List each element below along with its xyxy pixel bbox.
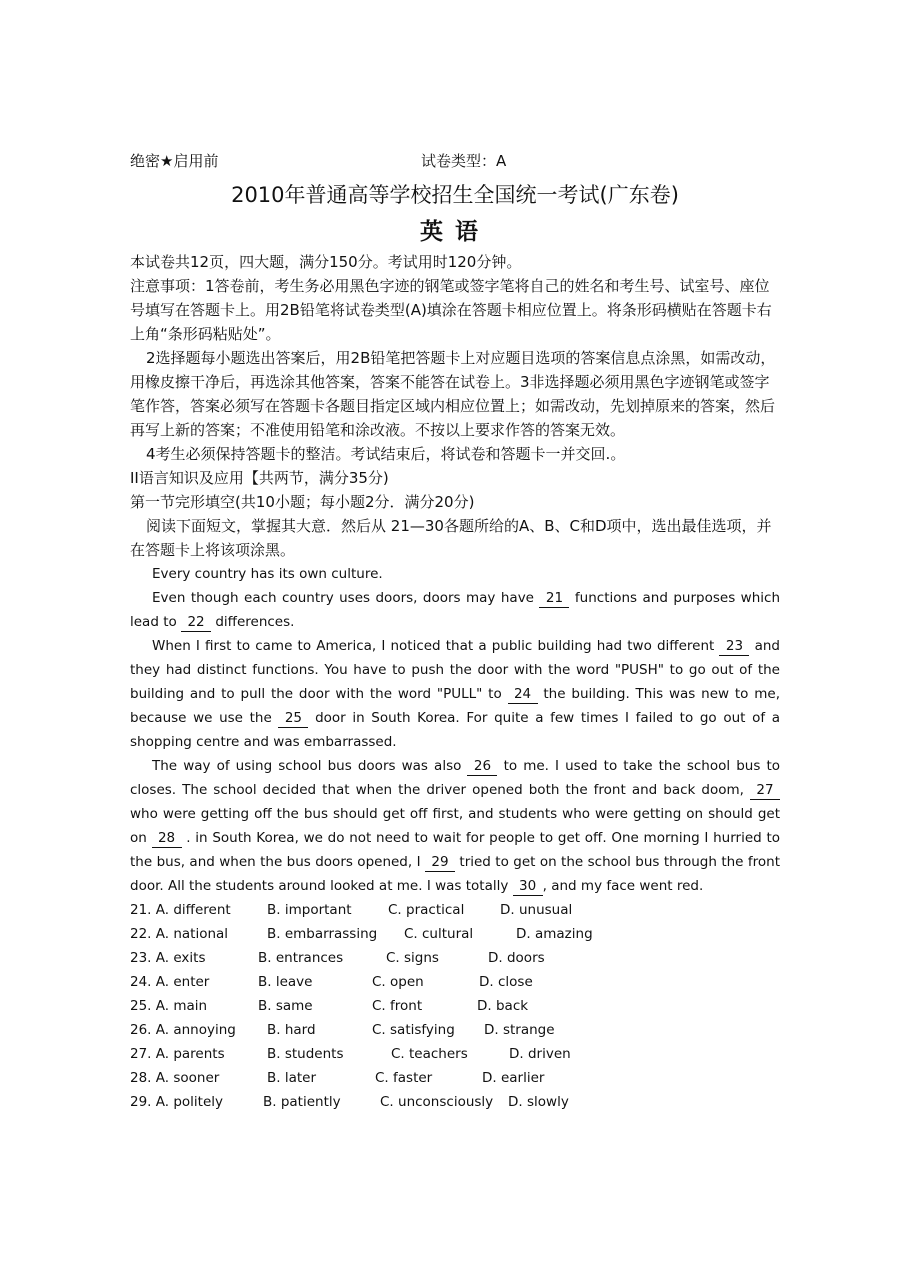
option-d: D. close	[479, 974, 533, 990]
option-a: 22. A. national	[130, 926, 229, 942]
blank-22: 22	[181, 614, 211, 632]
blank-27: 27	[750, 782, 780, 800]
blank-23: 23	[719, 638, 749, 656]
instructions-note: 注意事项：1答卷前，考生务必用黑色字迹的钢笔或签字笔将自己的姓名和考生号、试室号、座位号填写在答题卡上。用2B铅笔将试卷类型(A)填涂在答题卡相应位置上。将条形码横贴在答题卡右上角“条形码粘贴处”。	[130, 277, 772, 343]
option-b: B. students	[267, 1046, 344, 1062]
option-c: C. front	[372, 998, 423, 1014]
option-c: C. unconsciously	[380, 1094, 494, 1110]
option-c: C. teachers	[391, 1046, 468, 1062]
page-header	[130, 150, 780, 174]
passage-paragraph: Even though each country uses doors, doors may have 21 functions and purposes which lead to 22 differences.	[130, 590, 781, 630]
option-b: B. important	[267, 902, 352, 918]
option-d: D. driven	[509, 1046, 571, 1062]
option-d: D. back	[477, 998, 529, 1014]
passage-paragraph: Every country has its own culture.	[152, 566, 383, 582]
option-b: B. hard	[267, 1022, 316, 1038]
option-a: 26. A. annoying	[130, 1022, 236, 1038]
option-d: D. doors	[488, 950, 545, 966]
option-b: B. embarrassing	[267, 926, 378, 942]
option-b: B. patiently	[263, 1094, 341, 1110]
option-a: 25. A. main	[130, 998, 208, 1014]
option-b: B. leave	[258, 974, 313, 990]
option-a: 29. A. politely	[130, 1094, 224, 1110]
option-a: 27. A. parents	[130, 1046, 225, 1062]
blank-24: 24	[508, 686, 538, 704]
option-c: C. cultural	[404, 926, 474, 942]
options-list	[130, 898, 780, 1114]
option-row	[130, 922, 780, 946]
passage-paragraph: The way of using school bus doors was also 26 to me. I used to take the school bus to closes. The school decided that when the driver opened both the front and back doom, 27 who were getting off the bus should get off first, and students who were getting on should get on 28 . in South Korea, we do not need to wait for people to get off. One morning I hurried to the bus, and when the bus doors opened, I 29 tried to get on the school bus through the front door. All the students around looked at me. I was totally 30 , and my face went red.	[130, 758, 781, 894]
option-a: 24. A. enter	[130, 974, 210, 990]
blank-30: 30	[513, 878, 543, 896]
option-c: C. practical	[388, 902, 465, 918]
blank-28: 28	[152, 830, 182, 848]
exam-page	[130, 150, 780, 1114]
option-row	[130, 1042, 780, 1066]
option-row	[130, 1066, 780, 1090]
option-d: D. strange	[484, 1022, 555, 1038]
part-title: 第一节完形填空(共10小题；每小题2分．满分20分)	[130, 493, 475, 511]
instructions-note: 2选择题每小题选出答案后，用2B铅笔把答题卡上对应题目选项的答案信息点涂黑，如需改动，用橡皮擦干净后，再选涂其他答案，答案不能答在试卷上。3非选择题必须用黑色字迹钢笔或签字笔作答，答案必须写在答题卡各题目指定区域内相应位置上；如需改动，先划掉原来的答案，然后再写上新的答案；不准使用铅笔和涂改液。不按以上要求作答的答案无效。	[130, 349, 776, 439]
passage-paragraph: When I first to came to America, I noticed that a public building had two different 23 and they had distinct functions. You have to push the door with the word "PUSH" to go out of the building and to pull the door with the word "PULL" to 24 the building. This was new to me, because we use the 25 door in South Korea. For quite a few times I failed to go out of a shopping centre and was embarrassed.	[130, 638, 781, 750]
option-c: C. satisfying	[372, 1022, 455, 1038]
option-a: 21. A. different	[130, 902, 231, 918]
option-row	[130, 1018, 780, 1042]
option-a: 23. A. exits	[130, 950, 206, 966]
option-row	[130, 898, 780, 922]
exam-title: 2010年普通高等学校招生全国统一考试(广东卷)	[231, 183, 679, 207]
option-c: C. open	[372, 974, 424, 990]
section-title: II语言知识及应用【共两节，满分35分)	[130, 469, 389, 487]
option-c: C. signs	[386, 950, 439, 966]
option-row	[130, 946, 780, 970]
option-b: B. same	[258, 998, 313, 1014]
option-a: 28. A. sooner	[130, 1070, 220, 1086]
option-c: C. faster	[375, 1070, 433, 1086]
option-b: B. entrances	[258, 950, 344, 966]
instructions	[130, 250, 780, 562]
blank-26: 26	[467, 758, 497, 776]
blank-21: 21	[539, 590, 569, 608]
option-row	[130, 1090, 780, 1114]
option-d: D. amazing	[516, 926, 593, 942]
option-row	[130, 970, 780, 994]
option-row	[130, 994, 780, 1018]
exam-type-label: 试卷类型：A	[421, 152, 507, 170]
blank-25: 25	[278, 710, 308, 728]
option-d: D. earlier	[482, 1070, 545, 1086]
instructions-line: 本试卷共12页，四大题，满分150分。考试用时120分钟。	[130, 253, 522, 271]
option-b: B. later	[267, 1070, 317, 1086]
subject-title: 英语	[420, 219, 490, 245]
option-d: D. unusual	[500, 902, 573, 918]
directions: 阅读下面短文，掌握其大意．然后从 21—30各题所给的A、B、C和D项中，选出最佳选项，并在答题卡上将该项涂黑。	[130, 517, 772, 559]
instructions-note: 4考生必须保持答题卡的整洁。考试结束后，将试卷和答题卡一并交回.。	[146, 445, 626, 463]
blank-29: 29	[425, 854, 455, 872]
option-d: D. slowly	[508, 1094, 569, 1110]
cloze-passage	[130, 562, 780, 898]
confidential-label: 绝密★启用前	[130, 152, 219, 170]
